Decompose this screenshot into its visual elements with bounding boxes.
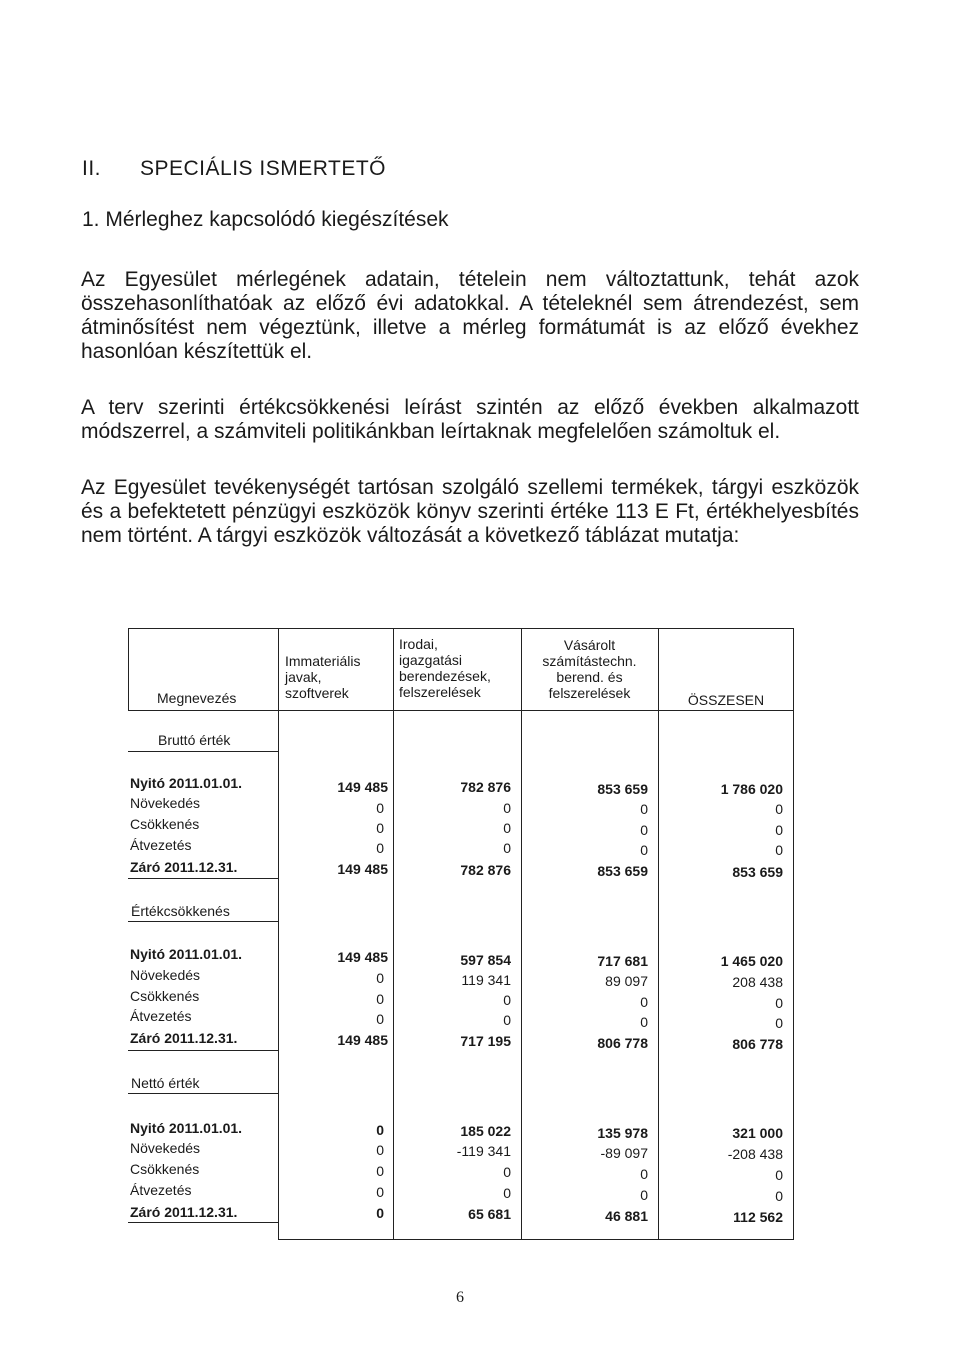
cell: 0: [376, 820, 384, 836]
header-line: szoftverek: [285, 685, 349, 701]
row-label: Növekedés: [130, 795, 201, 811]
header-megnevezes: Megnevezés: [157, 690, 237, 706]
row-label: Záró 2011.12.31.: [130, 859, 238, 875]
group-3-close-rule: [128, 1222, 278, 1223]
group-1-close-rule: [128, 878, 278, 879]
col-divider-3: [521, 628, 522, 1240]
header-line: javak,: [285, 669, 322, 685]
cell: 135 978: [597, 1125, 648, 1141]
cell: 149 485: [337, 861, 388, 877]
section-number: II.: [82, 157, 102, 180]
cell: 0: [640, 801, 648, 817]
paragraph-3: Az Egyesület tevékenységét tartósan szolgáló szellemi termékek, tárgyi eszközök és a befektetett pénzügyi eszközök könyv szerinti értéke 113 E Ft, értékhelyesbítés nem történt. A tárgyi eszközök változását a következő táblázat mutatja:: [81, 476, 859, 547]
group-title-brutto: Bruttó érték: [158, 732, 231, 748]
cell: 717 681: [597, 953, 648, 969]
col-divider-1: [278, 628, 279, 1240]
cell: 0: [376, 840, 384, 856]
cell: 149 485: [337, 779, 388, 795]
cell: 208 438: [732, 974, 783, 990]
cell: 806 778: [732, 1036, 783, 1052]
row-label: Átvezetés: [130, 837, 192, 853]
cell: 112 562: [733, 1209, 783, 1225]
table-border-top: [128, 628, 794, 629]
cell: 597 854: [460, 952, 511, 968]
header-line: Immateriális: [285, 653, 361, 669]
cell: 0: [775, 1167, 783, 1183]
header-line: igazgatási: [399, 652, 463, 668]
row-label: Növekedés: [130, 1140, 201, 1156]
section-title-text: SPECIÁLIS ISMERTETŐ: [140, 157, 387, 180]
cell: 0: [640, 994, 648, 1010]
cell: 0: [376, 970, 384, 986]
row-label: Átvezetés: [130, 1008, 192, 1024]
col-divider-2: [393, 628, 394, 1240]
cell: 149 485: [337, 1032, 388, 1048]
row-label: Átvezetés: [130, 1182, 192, 1198]
row-label: Csökkenés: [130, 816, 200, 832]
asset-changes-table: [128, 628, 794, 1240]
row-label: Nyitó 2011.01.01.: [130, 1120, 243, 1136]
cell: 853 659: [597, 863, 648, 879]
table-border-left: [128, 628, 129, 710]
group-3-title-rule: [128, 1093, 278, 1094]
cell: 0: [376, 991, 384, 1007]
row-label: Nyitó 2011.01.01.: [130, 946, 243, 962]
cell: 1 786 020: [720, 781, 783, 797]
group-title-ertekcsokkenes: Értékcsökkenés: [131, 903, 230, 919]
cell: 0: [640, 1014, 648, 1030]
cell: 0: [640, 1187, 648, 1203]
cell: 853 659: [597, 781, 648, 797]
cell: 0: [503, 1012, 511, 1028]
cell: 0: [640, 1166, 648, 1182]
subsection-title: 1. Mérleghez kapcsolódó kiegészítések: [82, 208, 449, 231]
cell: 0: [775, 1188, 783, 1204]
cell: 0: [775, 1015, 783, 1031]
cell: 0: [640, 822, 648, 838]
cell: -208 438: [727, 1146, 783, 1162]
cell: 0: [503, 992, 511, 1008]
cell: 0: [376, 1184, 384, 1200]
cell: 782 876: [460, 862, 511, 878]
cell: 0: [775, 822, 783, 838]
cell: 149 485: [337, 949, 388, 965]
cell: 0: [503, 1185, 511, 1201]
cell: 0: [775, 801, 783, 817]
header-osszesen: ÖSSZESEN: [687, 692, 765, 708]
paragraph-1: Az Egyesület mérlegének adatain, tételein nem változtattunk, tehát azok összehasonlíthatóak az előző évi adatokkal. A tételeknél sem átrendezést, sem átminősítést nem végeztünk, illetve a mérleg formátumát is az előző évekhez hasonlóan készítettük el.: [81, 268, 859, 363]
header-vasarolt: [521, 637, 658, 701]
paragraph-2: A terv szerinti értékcsökkenési leírást szintén az előző években alkalmazott módszerrel, a számviteli politikánkban leírtaknak megfelelően számoltuk el.: [81, 396, 859, 443]
col-divider-4: [658, 628, 659, 1240]
row-label: Csökkenés: [130, 988, 200, 1004]
header-line: Irodai,: [399, 636, 438, 652]
page-number: 6: [456, 1289, 464, 1306]
group-title-netto: Nettó érték: [131, 1075, 200, 1091]
cell: 119 341: [461, 972, 511, 988]
section-title: [82, 157, 386, 181]
cell: 717 195: [460, 1033, 511, 1049]
header-line: felszerelések: [399, 684, 481, 700]
group-1-title-rule: [128, 751, 278, 752]
cell: 0: [640, 842, 648, 858]
cell: 1 465 020: [720, 953, 783, 969]
cell: 806 778: [597, 1035, 648, 1051]
cell: 185 022: [460, 1123, 511, 1139]
cell: 89 097: [605, 973, 648, 989]
header-line: berend. és: [556, 669, 623, 685]
table-border-bottom: [278, 1239, 794, 1240]
cell: 0: [376, 1142, 384, 1158]
header-immaterialis: [285, 653, 360, 701]
row-label: Csökkenés: [130, 1161, 200, 1177]
row-label: Záró 2011.12.31.: [130, 1030, 238, 1046]
group-2-close-rule: [128, 1050, 278, 1051]
header-irodai: [399, 636, 491, 700]
cell: 0: [775, 995, 783, 1011]
cell: 0: [503, 800, 511, 816]
header-rule: [128, 710, 794, 711]
header-line: berendezések,: [399, 668, 491, 684]
header-line: felszerelések: [548, 685, 631, 701]
header-line: számítástechn.: [542, 653, 637, 669]
group-2-title-rule: [128, 921, 278, 922]
cell: -89 097: [600, 1145, 648, 1161]
cell: 65 681: [468, 1206, 511, 1222]
cell: 0: [376, 1011, 384, 1027]
cell: 0: [376, 1122, 384, 1138]
cell: 46 881: [605, 1208, 648, 1224]
cell: 0: [503, 840, 511, 856]
cell: 0: [376, 800, 384, 816]
cell: 782 876: [460, 779, 511, 795]
cell: -119 341: [456, 1143, 511, 1159]
header-line: Vásárolt: [563, 637, 616, 653]
cell: 0: [503, 1164, 511, 1180]
row-label: Záró 2011.12.31.: [130, 1204, 238, 1220]
cell: 0: [376, 1205, 384, 1221]
cell: 321 000: [732, 1125, 783, 1141]
cell: 0: [503, 820, 511, 836]
table-border-right: [793, 628, 794, 1240]
cell: 0: [775, 842, 783, 858]
cell: 0: [376, 1163, 384, 1179]
row-label: Nyitó 2011.01.01.: [130, 775, 243, 791]
cell: 853 659: [732, 864, 783, 880]
row-label: Növekedés: [130, 967, 201, 983]
